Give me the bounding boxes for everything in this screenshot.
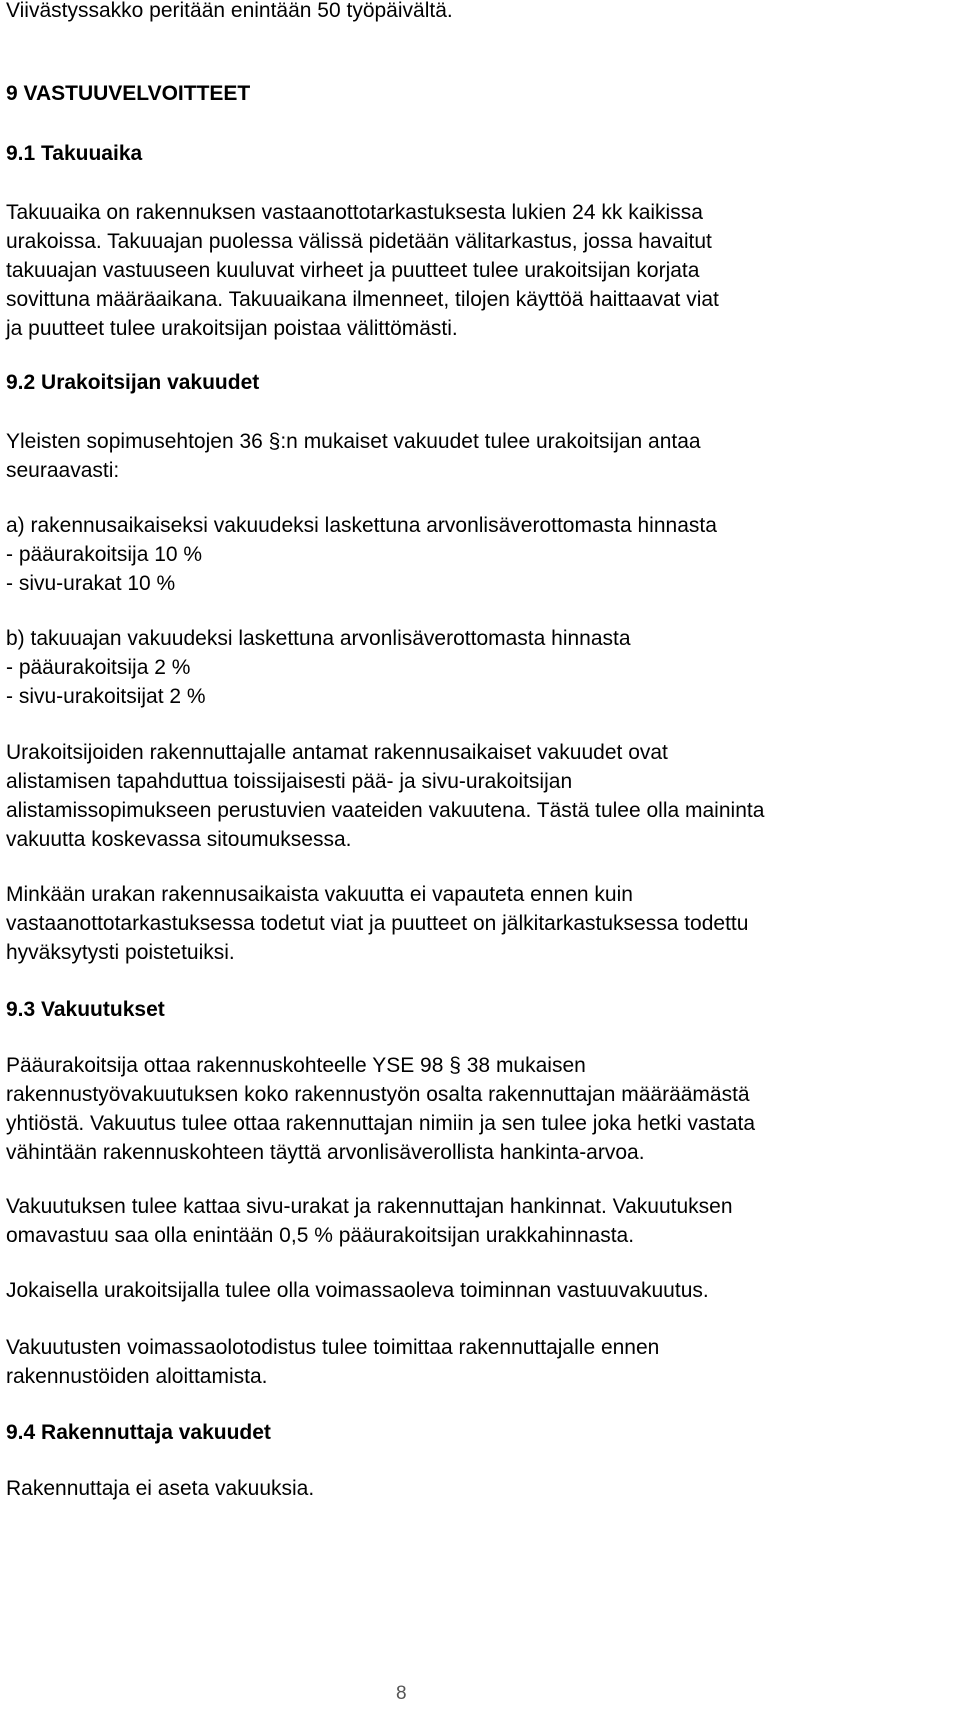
section-9-4-heading: 9.4 Rakennuttaja vakuudet: [6, 1421, 271, 1444]
section-9-3-heading: 9.3 Vakuutukset: [6, 998, 165, 1021]
paragraph-line: vakuutta koskevassa sitoumuksessa.: [6, 828, 352, 851]
section-9-2-list-b: [6, 624, 631, 711]
paragraph-line: alistamissopimukseen perustuvien vaateiden vakuutena. Tästä tulee olla maininta: [6, 799, 765, 822]
paragraph-line: vähintään rakennuskohteen täyttä arvonlisäverollista hankinta-arvoa.: [6, 1141, 645, 1164]
section-9-2-intro: [6, 427, 701, 485]
top-line: Viivästyssakko peritään enintään 50 työpäivältä.: [6, 0, 453, 22]
paragraph-line: Vakuutuksen tulee kattaa sivu-urakat ja rakennuttajan hankinnat. Vakuutuksen: [6, 1195, 733, 1218]
paragraph-line: Vakuutusten voimassaolotodistus tulee toimittaa rakennuttajalle ennen: [6, 1336, 660, 1359]
list-item: - pääurakoitsija 10 %: [6, 543, 203, 566]
paragraph-line: vastaanottotarkastuksessa todetut viat ja puutteet on jälkitarkastuksessa todettu: [6, 912, 749, 935]
section-9-2-list-a: [6, 511, 717, 598]
paragraph-line: sovittuna määräaikana. Takuuaikana ilmenneet, tilojen käyttöä haittaavat viat: [6, 288, 719, 311]
paragraph-line: takuuajan vastuuseen kuuluvat virheet ja puutteet tulee urakoitsijan korjata: [6, 259, 700, 282]
paragraph-line: Urakoitsijoiden rakennuttajalle antamat rakennusaikaiset vakuudet ovat: [6, 741, 668, 764]
list-item: - pääurakoitsija 2 %: [6, 656, 191, 679]
paragraph-line: Takuuaika on rakennuksen vastaanottotarkastuksesta lukien 24 kk kaikissa: [6, 201, 703, 224]
section-9-heading: 9 VASTUUVELVOITTEET: [6, 82, 251, 105]
paragraph-line: Pääurakoitsija ottaa rakennuskohteelle YSE 98 § 38 mukaisen: [6, 1054, 586, 1077]
section-9-3-paragraph-3: [6, 1276, 709, 1305]
list-item: - sivu-urakat 10 %: [6, 572, 176, 595]
paragraph-line: ja puutteet tulee urakoitsijan poistaa välittömästi.: [6, 317, 458, 340]
paragraph-line: rakennustyövakuutuksen koko rakennustyön osalta rakennuttajan määräämästä: [6, 1083, 750, 1106]
paragraph-line: Minkään urakan rakennusaikaista vakuutta ei vapauteta ennen kuin: [6, 883, 633, 906]
section-9-3-paragraph-1: [6, 1051, 755, 1167]
paragraph-line: hyväksytysti poistetuiksi.: [6, 941, 235, 964]
section-9-2-heading: 9.2 Urakoitsijan vakuudet: [6, 371, 260, 394]
paragraph-line: urakoissa. Takuuajan puolessa välissä pidetään välitarkastus, jossa havaitut: [6, 230, 712, 253]
page-number: 8: [396, 1683, 407, 1704]
paragraph-line: Jokaisella urakoitsijalla tulee olla voimassaoleva toiminnan vastuuvakuutus.: [6, 1279, 709, 1302]
list-item: - sivu-urakoitsijat 2 %: [6, 685, 206, 708]
section-9-2-paragraph-3: [6, 880, 748, 967]
list-item: a) rakennusaikaiseksi vakuudeksi laskettuna arvonlisäverottomasta hinnasta: [6, 514, 717, 537]
section-9-1-paragraph: [6, 198, 719, 343]
paragraph-line: Yleisten sopimusehtojen 36 §:n mukaiset vakuudet tulee urakoitsijan antaa: [6, 430, 701, 453]
section-9-4-paragraph: [6, 1474, 314, 1503]
paragraph-line: alistamisen tapahduttua toissijaisesti pää- ja sivu-urakoitsijan: [6, 770, 573, 793]
paragraph-line: seuraavasti:: [6, 459, 120, 482]
paragraph-line: Rakennuttaja ei aseta vakuuksia.: [6, 1477, 315, 1500]
section-9-1-heading: 9.1 Takuuaika: [6, 142, 143, 165]
section-9-3-paragraph-2: [6, 1192, 733, 1250]
list-item: b) takuuajan vakuudeksi laskettuna arvonlisäverottomasta hinnasta: [6, 627, 631, 650]
paragraph-line: rakennustöiden aloittamista.: [6, 1365, 268, 1388]
section-9-2-paragraph-2: [6, 738, 764, 854]
section-9-3-paragraph-4: [6, 1333, 659, 1391]
paragraph-line: yhtiöstä. Vakuutus tulee ottaa rakennuttajan nimiin ja sen tulee joka hetki vastata: [6, 1112, 756, 1135]
paragraph-line: omavastuu saa olla enintään 0,5 % pääurakoitsijan urakkahinnasta.: [6, 1224, 635, 1247]
